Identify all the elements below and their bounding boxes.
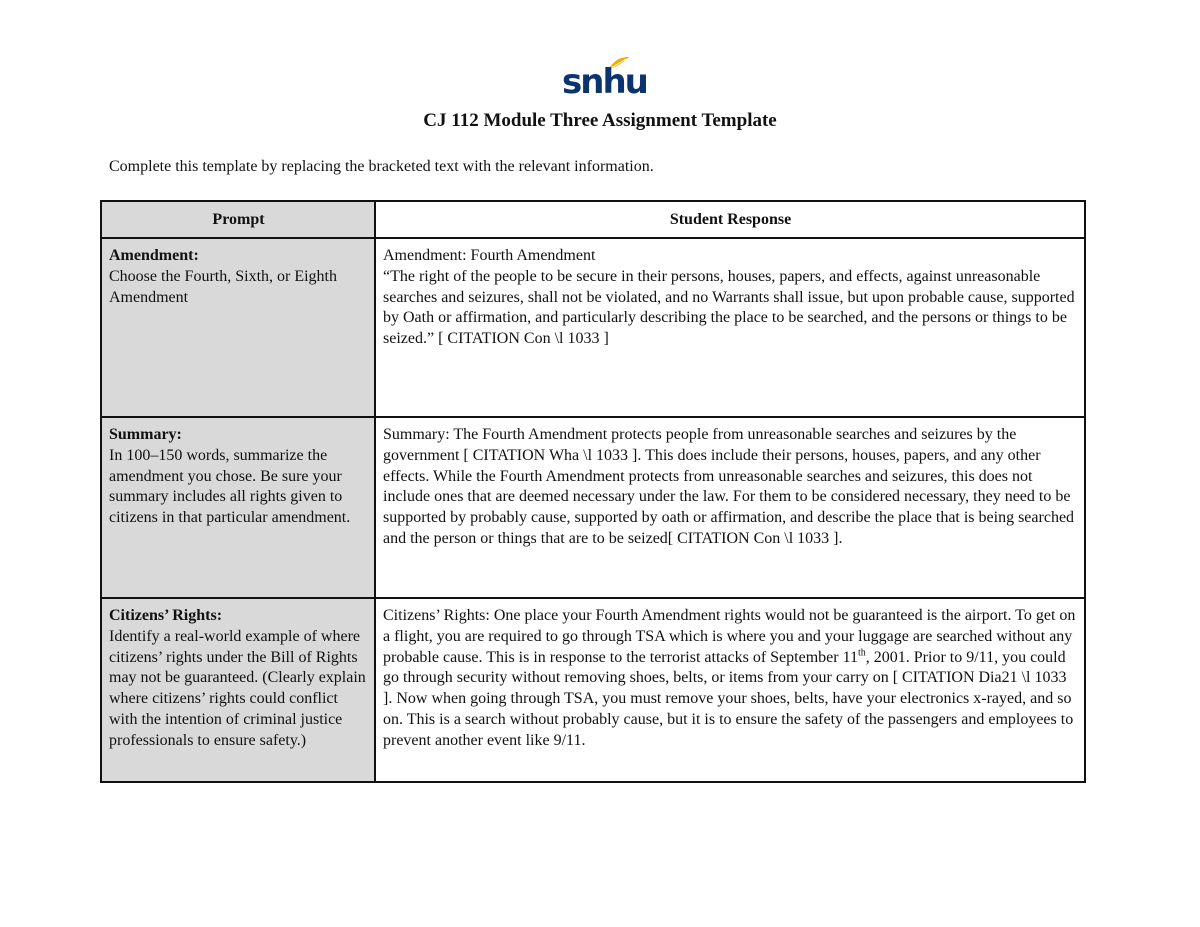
response-cell [375,417,1085,598]
response-text: Summary: The Fourth Amendment protects people from unreasonable searches and seizures by the government [ CITATION Wha \l 1033 ]. This does include their persons, houses, papers, and any other effects. While the Fourth Amendment protects from unreasonable searches and seizures, this does not include ones that are deemed necessary under the law. For them to be considered necessary, they need to be supported by probably cause, supported by oath or affirmation, and describe the place that is being searched and the person or things that are to be seized[ CITATION Con \l 1033 ]. [383,426,1075,547]
page-title: CJ 112 Module Three Assignment Template [423,110,777,131]
prompt-column-header: Prompt [101,201,375,238]
logo-wordmark: snhu [562,62,647,102]
response-text: “The right of the people to be secure in their persons, houses, papers, and effects, against unreasonable searches and seizures, shall not be violated, and no Warrants shall issue, but upon probable cause, supported by Oath or affirmation, and particularly describing the place to be searched, and the persons or things to be seized.” [ CITATION Con \l 1033 ] [383,267,1075,348]
response-text-part1: Citizens’ Rights: One place your Fourth Amendment rights would not be guaranteed is the airport. To get on a flight, you are required to go through TSA which is where you and your luggage are searched without any probable cause. This is in response to the terrorist attacks of September 11 [383,607,1076,666]
response-text-part2: , 2001. Prior to 9/11, you could go through security without removing shoes, belts, or items from your carry on [ CITATION Dia21 \l 1033 ]. Now when going through TSA, you must remove your shoes, belts, have your electronics x-rayed, and so on. This is a search without probably cause, but it is to ensure the safety of the passengers and employees to prevent another event like 9/11. [383,648,1074,749]
response-title: Amendment: Fourth Amendment [383,247,596,264]
prompt-text: Choose the Fourth, Sixth, or Eighth Amendment [109,267,337,306]
ordinal-superscript: th [857,647,866,659]
prompt-text: In 100–150 words, summarize the amendment you chose. Be sure your summary includes all rights given to citizens in that particular amendment. [109,446,351,527]
response-cell [375,238,1085,417]
prompt-cell [101,417,375,598]
prompt-label: Citizens’ Rights: [109,607,223,624]
response-column-header: Student Response [375,201,1085,238]
assignment-table [100,200,1086,783]
table-row [101,598,1085,782]
snhu-logo [562,56,647,106]
table-row [101,238,1085,417]
prompt-label: Summary: [109,426,182,443]
prompt-text: Identify a real-world example of where citizens’ rights under the Bill of Rights may not be guaranteed. (Clearly explain where citizens’ rights could conflict with the intention of criminal justice professionals to ensure safety.) [109,627,366,749]
instructions-text: Complete this template by replacing the bracketed text with the relevant information. [109,158,654,175]
table-header-row [101,201,1085,238]
prompt-label: Amendment: [109,247,199,264]
response-cell [375,598,1085,782]
prompt-cell [101,598,375,782]
table-row [101,417,1085,598]
prompt-cell [101,238,375,417]
